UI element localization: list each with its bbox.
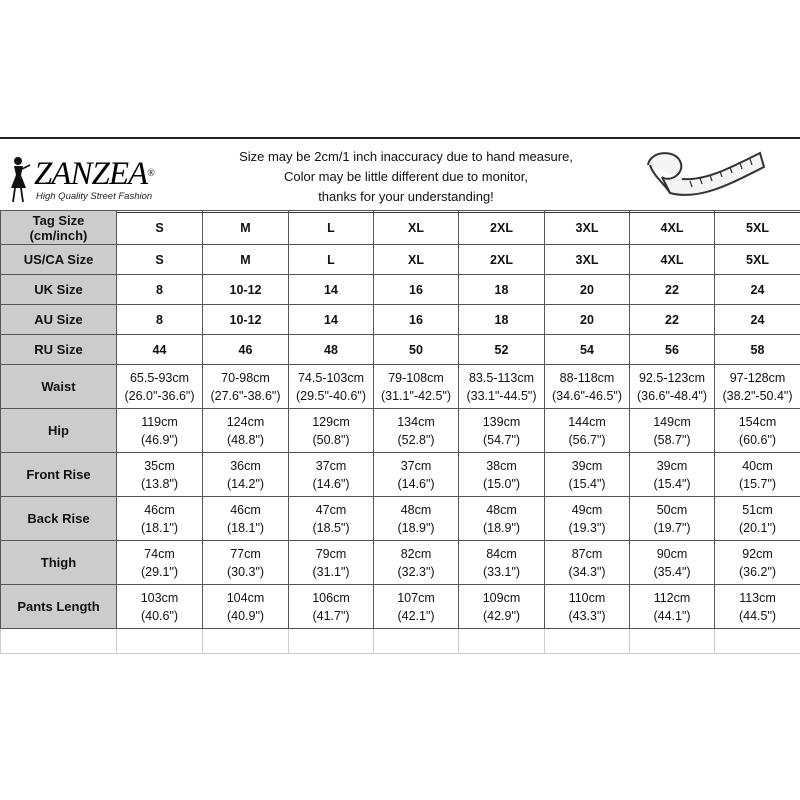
size-cell: 14 xyxy=(289,305,374,335)
size-cell: 20 xyxy=(545,305,630,335)
cm-value: 113cm xyxy=(739,590,776,605)
cm-value: 124cm xyxy=(226,414,265,429)
empty-row xyxy=(1,629,800,654)
inch-value: (31.1"-42.5") xyxy=(380,388,452,403)
fashion-figure-icon xyxy=(6,155,34,205)
size-cell: 8 xyxy=(117,305,203,335)
size-cell: 10-12 xyxy=(203,305,289,335)
inch-value: (15.0") xyxy=(482,476,521,491)
inch-value: (41.7") xyxy=(312,608,350,623)
cm-value: 92.5-123cm xyxy=(638,370,705,385)
row-label: Hip xyxy=(1,409,117,453)
inch-value: (33.1"-44.5") xyxy=(466,388,537,403)
inch-value: (56.7") xyxy=(568,432,606,447)
cm-value: 49cm xyxy=(571,502,603,517)
measurement-cell xyxy=(630,585,715,629)
cm-value: 50cm xyxy=(656,502,688,517)
inch-value: (31.1") xyxy=(312,564,350,579)
registered-mark: ® xyxy=(147,168,154,179)
size-cell: 10-12 xyxy=(203,275,289,305)
size-cell: 24 xyxy=(715,275,800,305)
notice-line-2: Color may be little different due to monitor, xyxy=(284,169,528,184)
brand-name: ZANZEA® xyxy=(34,156,154,192)
size-cell: 5XL xyxy=(715,245,800,275)
size-table xyxy=(0,210,800,654)
size-cell: M xyxy=(203,245,289,275)
measurement-cell xyxy=(289,453,374,497)
measurement-cell xyxy=(630,497,715,541)
size-cell: M xyxy=(203,211,289,245)
inch-value: (54.7") xyxy=(482,432,521,447)
measurement-cell xyxy=(715,585,800,629)
size-cell: L xyxy=(289,211,374,245)
inch-value: (15.4") xyxy=(653,476,691,491)
inch-value: (27.6"-38.6") xyxy=(210,388,281,403)
measurement-cell xyxy=(289,409,374,453)
cm-value: 74.5-103cm xyxy=(297,370,364,385)
measurement-cell xyxy=(289,365,374,409)
measurement-cell xyxy=(374,409,459,453)
inch-value: (30.3") xyxy=(226,564,265,579)
measurement-cell xyxy=(545,541,630,585)
measurement-cell xyxy=(289,497,374,541)
brand-logo xyxy=(4,145,174,207)
size-cell: 20 xyxy=(545,275,630,305)
size-cell: 50 xyxy=(374,335,459,365)
row-label: US/CA Size xyxy=(1,245,117,275)
measurement-cell xyxy=(459,409,545,453)
inch-value: (18.9") xyxy=(397,520,435,535)
measurement-cell xyxy=(630,541,715,585)
measurement-cell xyxy=(715,453,800,497)
measurement-cell xyxy=(459,541,545,585)
size-cell: XL xyxy=(374,245,459,275)
cm-value: 39cm xyxy=(656,458,688,473)
cm-value: 87cm xyxy=(571,546,603,561)
cm-value: 154cm xyxy=(738,414,777,429)
inch-value: (52.8") xyxy=(397,432,435,447)
row-label: Front Rise xyxy=(1,453,117,497)
size-cell: 52 xyxy=(459,335,545,365)
inch-value: (32.3") xyxy=(397,564,435,579)
row-label: AU Size xyxy=(1,305,117,335)
inch-value: (36.6"-48.4") xyxy=(636,388,708,403)
size-cell: 3XL xyxy=(545,211,630,245)
size-cell: 44 xyxy=(117,335,203,365)
measurement-cell xyxy=(289,541,374,585)
measurement-cell xyxy=(459,365,545,409)
notice-line-1: Size may be 2cm/1 inch inaccuracy due to hand measure, xyxy=(239,149,573,164)
inch-value: (50.8") xyxy=(312,432,350,447)
inch-value: (29.1") xyxy=(140,564,179,579)
row-label: Back Rise xyxy=(1,497,117,541)
measurement-cell xyxy=(459,453,545,497)
size-row xyxy=(1,245,800,275)
measurement-cell xyxy=(374,497,459,541)
notice-line-3: thanks for your understanding! xyxy=(318,189,494,204)
size-cell: 48 xyxy=(289,335,374,365)
inch-value: (14.6") xyxy=(312,476,350,491)
size-cell: S xyxy=(117,211,203,245)
measurement-cell xyxy=(203,497,289,541)
cm-value: 48cm xyxy=(486,502,517,517)
cm-value: 103cm xyxy=(140,590,179,605)
measuring-tape-icon xyxy=(640,143,770,207)
inch-value: (60.6") xyxy=(738,432,777,447)
size-cell: 18 xyxy=(459,275,545,305)
size-cell: 22 xyxy=(630,305,715,335)
row-label: Tag Size (cm/inch) xyxy=(1,211,117,245)
measurement-cell xyxy=(289,585,374,629)
inch-value: (19.3") xyxy=(568,520,606,535)
cm-value: 46cm xyxy=(230,502,261,517)
cm-value: 38cm xyxy=(486,458,517,473)
inch-value: (44.5") xyxy=(738,608,777,623)
measurement-cell xyxy=(374,365,459,409)
inch-value: (14.2") xyxy=(226,476,265,491)
measurement-cell xyxy=(117,541,203,585)
inch-value: (34.3") xyxy=(568,564,606,579)
inch-value: (13.8") xyxy=(140,476,179,491)
inch-value: (34.6"-46.5") xyxy=(551,388,623,403)
measurement-cell xyxy=(715,409,800,453)
measurement-cell xyxy=(715,365,800,409)
size-row xyxy=(1,305,800,335)
size-cell: 16 xyxy=(374,275,459,305)
inch-value: (48.8") xyxy=(226,432,265,447)
cm-value: 110cm xyxy=(568,590,606,605)
inch-value: (58.7") xyxy=(653,432,691,447)
cm-value: 139cm xyxy=(482,414,521,429)
size-cell: 54 xyxy=(545,335,630,365)
measurement-cell xyxy=(545,409,630,453)
inch-value: (38.2"-50.4") xyxy=(722,388,793,403)
cm-value: 112cm xyxy=(653,590,691,605)
cm-value: 83.5-113cm xyxy=(468,370,535,385)
measurement-row xyxy=(1,365,800,409)
cm-value: 149cm xyxy=(653,414,691,429)
measurement-cell xyxy=(459,497,545,541)
inch-value: (26.0"-36.6") xyxy=(124,388,195,403)
size-cell: 3XL xyxy=(545,245,630,275)
inch-value: (18.9") xyxy=(482,520,521,535)
cm-value: 39cm xyxy=(571,458,603,473)
inch-value: (35.4") xyxy=(653,564,691,579)
row-label: Pants Length xyxy=(1,585,117,629)
cm-value: 129cm xyxy=(312,414,350,429)
cm-value: 119cm xyxy=(141,414,178,429)
row-label: Thigh xyxy=(1,541,117,585)
size-row xyxy=(1,211,800,245)
measurement-cell xyxy=(117,453,203,497)
measurement-cell xyxy=(203,409,289,453)
measurement-row xyxy=(1,409,800,453)
cm-value: 134cm xyxy=(397,414,435,429)
size-row xyxy=(1,335,800,365)
cm-value: 77cm xyxy=(230,546,261,561)
row-label: Waist xyxy=(1,365,117,409)
cm-value: 46cm xyxy=(144,502,175,517)
measurement-cell xyxy=(117,409,203,453)
size-cell: 16 xyxy=(374,305,459,335)
measurement-cell xyxy=(545,585,630,629)
size-cell: 14 xyxy=(289,275,374,305)
inch-value: (43.3") xyxy=(568,608,606,623)
cm-value: 92cm xyxy=(742,546,773,561)
cm-value: 65.5-93cm xyxy=(129,370,190,385)
size-cell: 24 xyxy=(715,305,800,335)
inch-value: (42.9") xyxy=(482,608,521,623)
inch-value: (40.9") xyxy=(226,608,265,623)
cm-value: 90cm xyxy=(656,546,688,561)
cm-value: 106cm xyxy=(312,590,350,605)
size-cell: 5XL xyxy=(715,211,800,245)
size-cell: 4XL xyxy=(630,211,715,245)
size-cell: 8 xyxy=(117,275,203,305)
inch-value: (15.7") xyxy=(738,476,777,491)
cm-value: 35cm xyxy=(144,458,175,473)
cm-value: 74cm xyxy=(144,546,175,561)
measurement-cell xyxy=(715,497,800,541)
cm-value: 51cm xyxy=(742,502,773,517)
measurement-cell xyxy=(203,365,289,409)
cm-value: 97-128cm xyxy=(729,370,786,385)
inch-value: (20.1") xyxy=(738,520,777,535)
cm-value: 88-118cm xyxy=(559,370,615,385)
cm-value: 70-98cm xyxy=(221,370,270,385)
measurement-cell xyxy=(545,453,630,497)
cm-value: 47cm xyxy=(315,502,347,517)
size-cell: XL xyxy=(374,211,459,245)
cm-value: 104cm xyxy=(226,590,265,605)
measurement-cell xyxy=(117,497,203,541)
size-cell: S xyxy=(117,245,203,275)
inch-value: (44.1") xyxy=(653,608,691,623)
cm-value: 82cm xyxy=(400,546,432,561)
measurement-cell xyxy=(630,409,715,453)
inch-value: (33.1") xyxy=(482,564,521,579)
measurement-cell xyxy=(374,453,459,497)
inch-value: (46.9") xyxy=(140,432,179,447)
size-cell: 18 xyxy=(459,305,545,335)
inch-value: (18.1") xyxy=(226,520,265,535)
measurement-row xyxy=(1,453,800,497)
measurement-cell xyxy=(203,541,289,585)
measurement-cell xyxy=(459,585,545,629)
cm-value: 36cm xyxy=(230,458,261,473)
size-chart xyxy=(0,137,800,660)
measurement-cell xyxy=(117,585,203,629)
cm-value: 107cm xyxy=(397,590,435,605)
inch-value: (15.4") xyxy=(568,476,606,491)
size-cell: 46 xyxy=(203,335,289,365)
inch-value: (19.7") xyxy=(653,520,691,535)
measurement-cell xyxy=(117,365,203,409)
measurement-cell xyxy=(630,453,715,497)
measurement-cell xyxy=(374,541,459,585)
size-cell: 56 xyxy=(630,335,715,365)
measurement-cell xyxy=(374,585,459,629)
cm-value: 79-108cm xyxy=(388,370,444,385)
size-cell: 58 xyxy=(715,335,800,365)
size-cell: 22 xyxy=(630,275,715,305)
row-label: UK Size xyxy=(1,275,117,305)
size-cell: 2XL xyxy=(459,245,545,275)
chart-header xyxy=(0,137,800,213)
row-label: RU Size xyxy=(1,335,117,365)
cm-value: 37cm xyxy=(315,458,347,473)
size-cell: 2XL xyxy=(459,211,545,245)
measurement-cell xyxy=(715,541,800,585)
inch-value: (42.1") xyxy=(397,608,435,623)
inch-value: (36.2") xyxy=(738,564,777,579)
measurement-notice xyxy=(186,147,626,207)
inch-value: (29.5"-40.6") xyxy=(295,388,367,403)
inch-value: (14.6") xyxy=(397,476,435,491)
size-cell: 4XL xyxy=(630,245,715,275)
measurement-row xyxy=(1,541,800,585)
cm-value: 37cm xyxy=(400,458,432,473)
measurement-row xyxy=(1,585,800,629)
cm-value: 84cm xyxy=(486,546,517,561)
cm-value: 48cm xyxy=(400,502,432,517)
inch-value: (40.6") xyxy=(140,608,179,623)
measurement-cell xyxy=(630,365,715,409)
inch-value: (18.5") xyxy=(312,520,350,535)
cm-value: 40cm xyxy=(742,458,773,473)
inch-value: (18.1") xyxy=(140,520,179,535)
measurement-row xyxy=(1,497,800,541)
cm-value: 144cm xyxy=(568,414,606,429)
size-row xyxy=(1,275,800,305)
cm-value: 109cm xyxy=(482,590,521,605)
measurement-cell xyxy=(203,453,289,497)
cm-value: 79cm xyxy=(315,546,347,561)
measurement-cell xyxy=(545,365,630,409)
size-cell: L xyxy=(289,245,374,275)
measurement-cell xyxy=(203,585,289,629)
brand-tagline: High Quality Street Fashion xyxy=(36,191,153,202)
measurement-cell xyxy=(545,497,630,541)
